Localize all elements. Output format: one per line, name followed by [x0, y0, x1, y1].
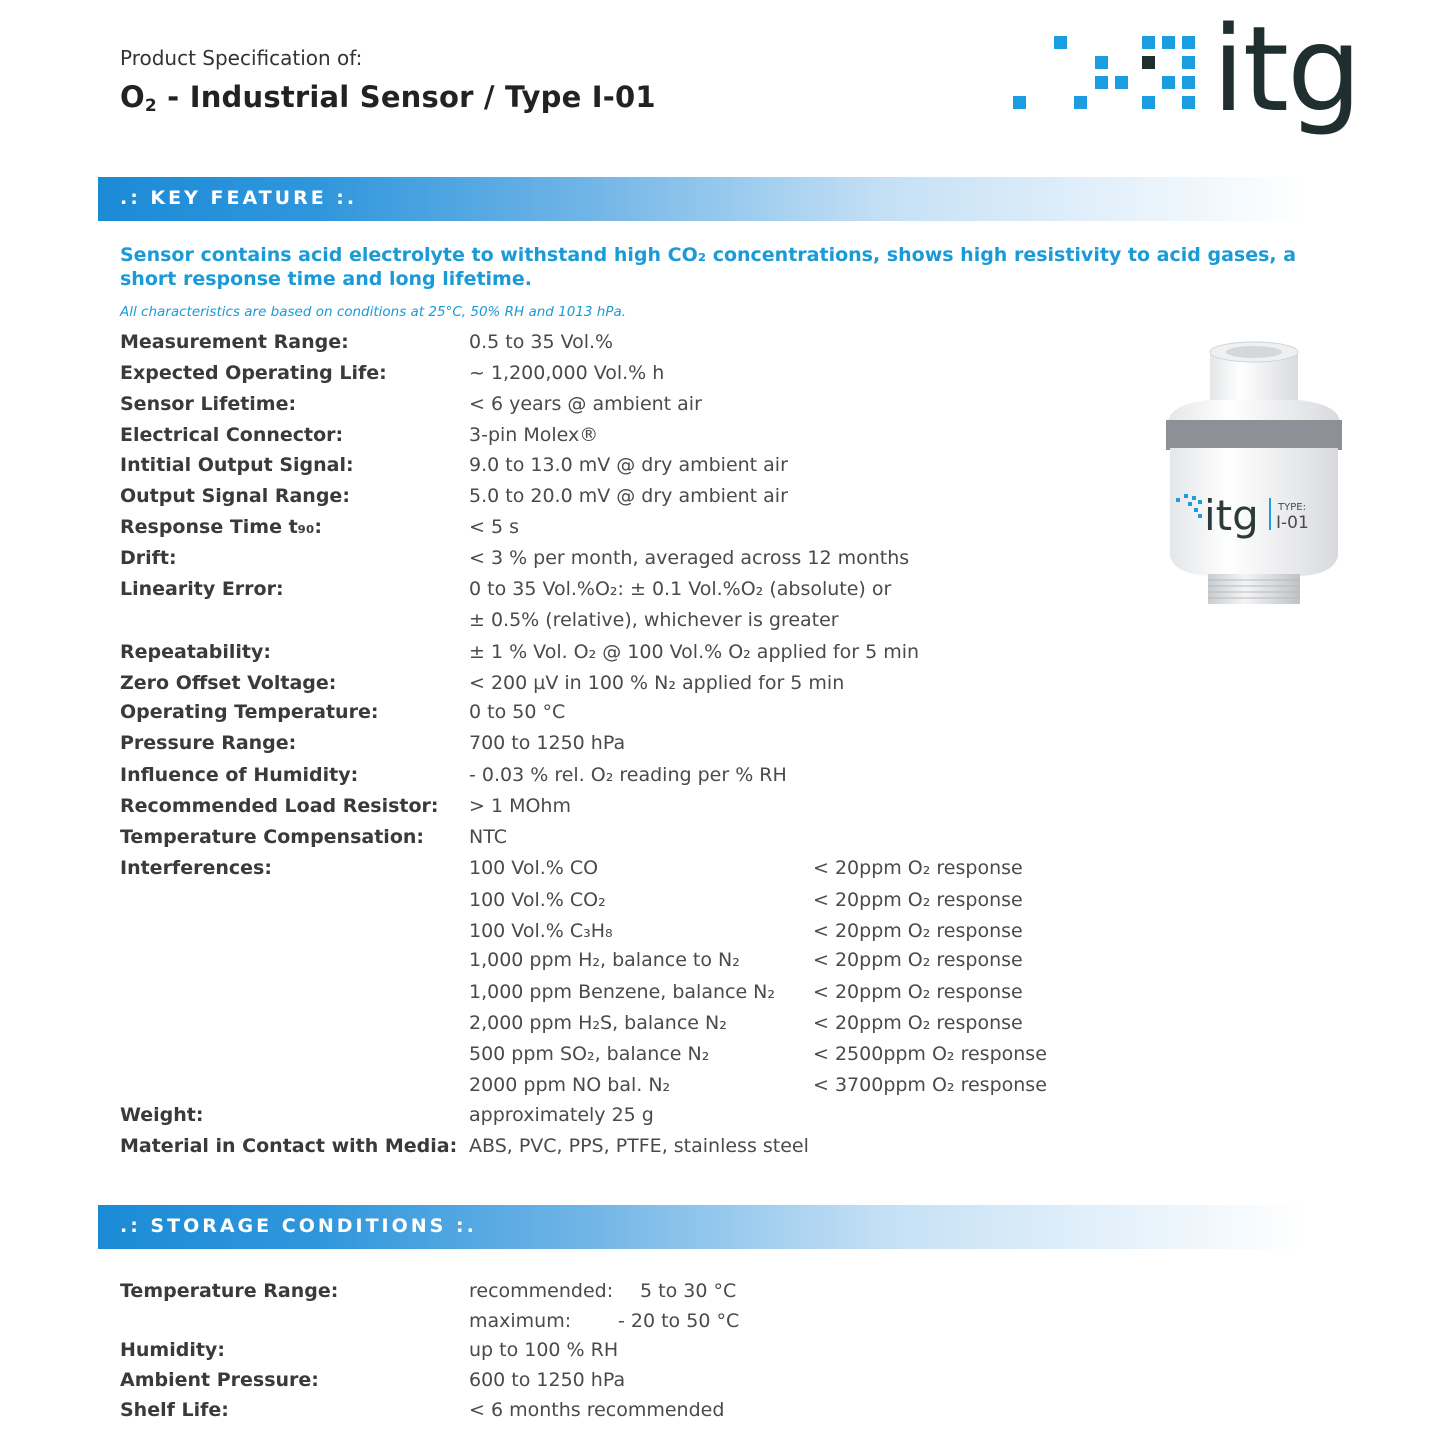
- interference-response: < 20ppm O₂ response: [813, 949, 1023, 971]
- spec-label: Material in Contact with Media:: [120, 1135, 458, 1157]
- storage-temp-kind: recommended:: [469, 1280, 614, 1302]
- interferences-label: Interferences:: [120, 857, 272, 879]
- interference-response: < 20ppm O₂ response: [813, 889, 1023, 911]
- interference-gas: 500 ppm SO₂, balance N₂: [469, 1043, 710, 1065]
- spec-label: Influence of Humidity:: [120, 764, 359, 786]
- spec-value: ~ 1,200,000 Vol.% h: [469, 362, 665, 384]
- spec-label: Repeatability:: [120, 641, 271, 663]
- storage-label: Humidity:: [120, 1339, 225, 1361]
- key-feature-band: [98, 177, 1308, 221]
- spec-label: Response Time t₉₀:: [120, 516, 322, 538]
- spec-label: Linearity Error:: [120, 578, 284, 600]
- key-feature-intro: Sensor contains acid electrolyte to withstand high CO₂ concentrations, shows high resistivity to acid gases, a short response time and long lifetime.: [120, 244, 1297, 290]
- storage-conditions-band: [98, 1205, 1308, 1249]
- spec-label: Zero Offset Voltage:: [120, 672, 337, 694]
- storage-conditions-label: .: STORAGE CONDITIONS :.: [120, 1215, 477, 1237]
- key-feature-label: .: KEY FEATURE :.: [120, 187, 358, 209]
- spec-value: < 200 µV in 100 % N₂ applied for 5 min: [469, 672, 845, 694]
- spec-value: approximately 25 g: [469, 1104, 654, 1126]
- spec-label: Measurement Range:: [120, 331, 349, 353]
- interference-gas: 100 Vol.% CO₂: [469, 889, 606, 911]
- logo-dark-dot: [1142, 56, 1155, 69]
- interference-gas: 2,000 ppm H₂S, balance N₂: [469, 1012, 727, 1034]
- spec-label: Drift:: [120, 547, 177, 569]
- interference-response: < 20ppm O₂ response: [813, 1012, 1023, 1034]
- spec-value: 5.0 to 20.0 mV @ dry ambient air: [469, 485, 788, 507]
- interference-gas: 1,000 ppm Benzene, balance N₂: [469, 981, 776, 1003]
- spec-value: 3-pin Molex®: [469, 424, 599, 446]
- storage-label: Shelf Life:: [120, 1399, 229, 1421]
- logo-text: itg: [1212, 0, 1360, 138]
- sensor-shoulder: [1168, 400, 1340, 422]
- spec-label: Electrical Connector:: [120, 424, 344, 446]
- interference-response: < 2500ppm O₂ response: [813, 1043, 1047, 1065]
- spec-label: Operating Temperature:: [120, 701, 379, 723]
- sensor-top-opening: [1226, 346, 1282, 358]
- spec-value: ± 1 % Vol. O₂ @ 100 Vol.% O₂ applied for 5 min: [469, 641, 920, 663]
- title-o: O: [120, 80, 145, 114]
- page-title: [120, 80, 656, 116]
- sensor-bottom: [1170, 556, 1338, 576]
- spec-value: 700 to 1250 hPa: [469, 732, 626, 754]
- title-rest: - Industrial Sensor / Type I-01: [156, 80, 656, 114]
- storage-value: < 6 months recommended: [469, 1399, 725, 1421]
- spec-value: 0.5 to 35 Vol.%: [469, 331, 614, 353]
- spec-value: 9.0 to 13.0 mV @ dry ambient air: [469, 454, 788, 476]
- storage-temp-range: - 20 to 50 °C: [618, 1310, 740, 1332]
- spec-label: Output Signal Range:: [120, 485, 350, 507]
- interference-response: < 20ppm O₂ response: [813, 857, 1023, 879]
- sensor-thread: [1208, 574, 1300, 604]
- interference-gas: 100 Vol.% C₃H₈: [469, 920, 613, 942]
- spec-value: < 5 s: [469, 516, 519, 538]
- storage-label: Ambient Pressure:: [120, 1369, 319, 1391]
- storage-temp-kind: maximum:: [469, 1310, 572, 1332]
- spec-label: Expected Operating Life:: [120, 362, 387, 384]
- spec-value: - 0.03 % rel. O₂ reading per % RH: [469, 764, 787, 786]
- spec-value: < 3 % per month, averaged across 12 months: [469, 547, 910, 569]
- spec-label: Recommended Load Resistor:: [120, 795, 439, 817]
- storage-temp-range: 5 to 30 °C: [640, 1280, 737, 1302]
- spec-label: Sensor Lifetime:: [120, 393, 297, 415]
- sensor-grey-band: [1166, 420, 1342, 450]
- interference-response: < 20ppm O₂ response: [813, 920, 1023, 942]
- interference-response: < 3700ppm O₂ response: [813, 1074, 1047, 1096]
- spec-label: Pressure Range:: [120, 732, 297, 754]
- spec-value: > 1 MOhm: [469, 795, 571, 817]
- spec-value: ± 0.5% (relative), whichever is greater: [469, 609, 839, 631]
- interference-gas: 1,000 ppm H₂, balance to N₂: [469, 949, 740, 971]
- spec-value: 0 to 50 °C: [469, 701, 566, 723]
- itg-logo: [1000, 0, 1370, 150]
- spec-value: 0 to 35 Vol.%O₂: ± 0.1 Vol.%O₂ (absolute) or: [469, 578, 892, 600]
- storage-value: 600 to 1250 hPa: [469, 1369, 626, 1391]
- sensor-type-label: TYPE:: [1278, 502, 1306, 513]
- spec-label: Weight:: [120, 1104, 204, 1126]
- sensor-type-value: I-01: [1276, 513, 1309, 533]
- spec-value: < 6 years @ ambient air: [469, 393, 702, 415]
- interference-gas: 2000 ppm NO bal. N₂: [469, 1074, 671, 1096]
- spec-subtitle: Product Specification of:: [120, 46, 363, 70]
- sensor-product-image: [1150, 330, 1360, 620]
- title-subscript: 2: [144, 96, 157, 116]
- interference-gas: 100 Vol.% CO: [469, 857, 599, 879]
- storage-temp-label: Temperature Range:: [120, 1280, 339, 1302]
- spec-value: ABS, PVC, PPS, PTFE, stainless steel: [469, 1135, 809, 1157]
- logo-pixel-dots: [1013, 36, 1195, 109]
- spec-value: NTC: [469, 826, 507, 848]
- conditions-note: All characteristics are based on conditions at 25°C, 50% RH and 1013 hPa.: [120, 304, 627, 320]
- interference-response: < 20ppm O₂ response: [813, 981, 1023, 1003]
- sensor-logo-text: itg: [1204, 491, 1259, 540]
- spec-label: Intitial Output Signal:: [120, 454, 354, 476]
- storage-value: up to 100 % RH: [469, 1339, 619, 1361]
- spec-label: Temperature Compensation:: [120, 826, 424, 848]
